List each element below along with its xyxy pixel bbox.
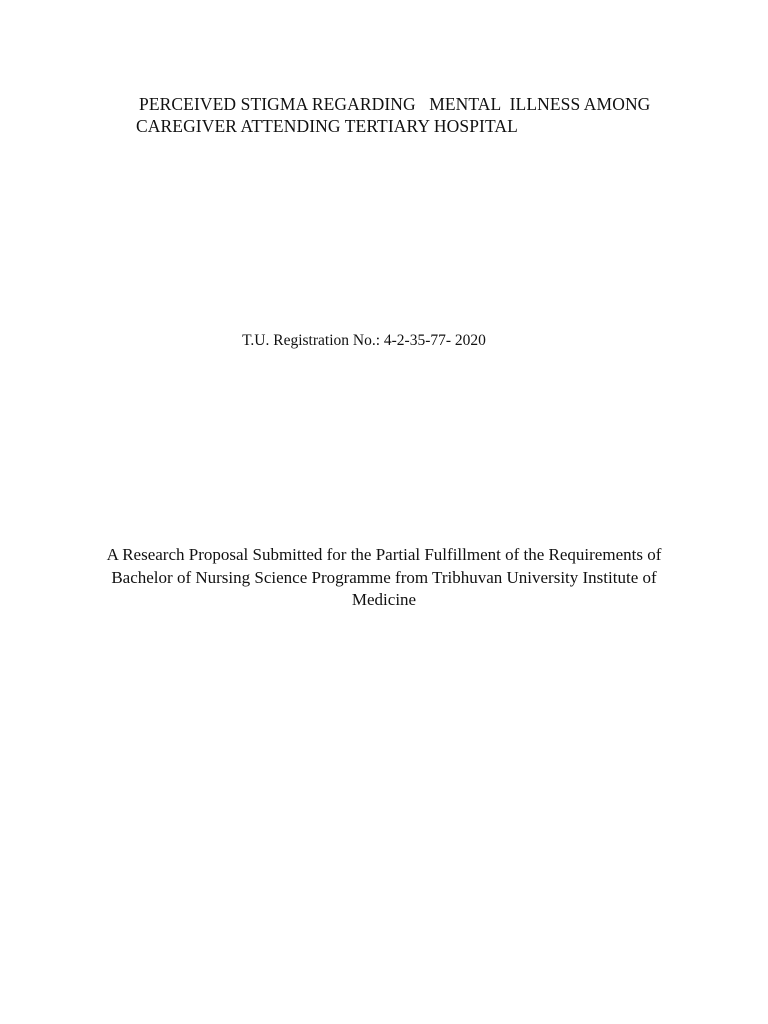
proposal-line-1: A Research Proposal Submitted for the Partial Fulfillment of the Requirements of <box>106 545 662 564</box>
title-line-2: CAREGIVER ATTENDING TERTIARY HOSPITAL <box>136 116 518 136</box>
document-title <box>136 93 696 137</box>
proposal-line-2: Bachelor of Nursing Science Programme from Tribhuvan University Institute of <box>111 567 657 587</box>
proposal-statement <box>90 544 678 612</box>
proposal-line-3: Medicine <box>351 590 417 609</box>
registration-number: T.U. Registration No.: 4-2-35-77- 2020 <box>242 332 486 349</box>
title-line-1: PERCEIVED STIGMA REGARDING MENTAL ILLNESS AMONG <box>139 94 651 114</box>
